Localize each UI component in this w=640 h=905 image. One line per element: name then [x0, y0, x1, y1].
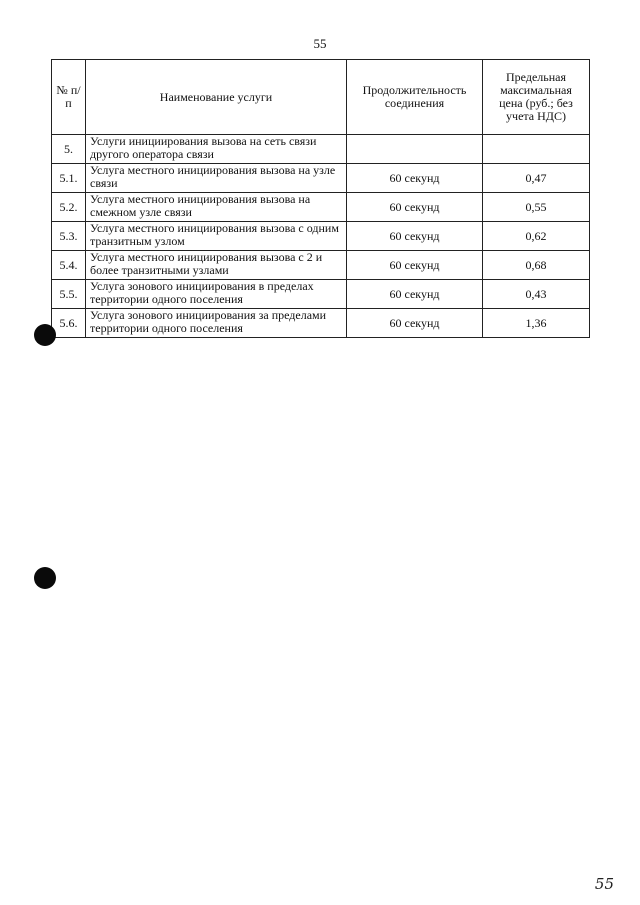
table-row	[52, 135, 590, 164]
price-cell: 0,43	[483, 280, 590, 309]
service-name: Услуга зонового инициирования за пределами территории одного поселения	[86, 309, 347, 338]
row-number: 5.5.	[52, 280, 86, 309]
price-cell: 0,55	[483, 193, 590, 222]
handwritten-page-mark: 55	[594, 875, 614, 893]
duration-cell: 60 секунд	[347, 164, 483, 193]
page-number: 55	[313, 36, 327, 51]
table-header-row	[52, 60, 590, 135]
tariff-table	[51, 59, 590, 338]
header-duration: Продолжительность соединения	[347, 60, 483, 135]
service-name: Услуги инициирования вызова на сеть связи другого оператора связи	[86, 135, 347, 164]
header-max-price: Предельная максимальная цена (руб.; без учета НДС)	[483, 60, 590, 135]
header-service-name: Наименование услуги	[86, 60, 347, 135]
service-name: Услуга зонового инициирования в пределах территории одного поселения	[86, 280, 347, 309]
row-number: 5.3.	[52, 222, 86, 251]
price-cell	[483, 135, 590, 164]
table-row	[52, 251, 590, 280]
table-row	[52, 222, 590, 251]
row-number: 5.1.	[52, 164, 86, 193]
service-name: Услуга местного инициирования вызова на узле связи	[86, 164, 347, 193]
header-number: № п/п	[52, 60, 86, 135]
price-cell: 0,47	[483, 164, 590, 193]
duration-cell	[347, 135, 483, 164]
table-row	[52, 309, 590, 338]
row-number: 5.	[52, 135, 86, 164]
punch-hole-mark	[34, 567, 56, 589]
price-cell: 0,62	[483, 222, 590, 251]
row-number: 5.6.	[52, 309, 86, 338]
duration-cell: 60 секунд	[347, 193, 483, 222]
punch-hole-mark	[34, 324, 56, 346]
table-row	[52, 280, 590, 309]
price-cell: 0,68	[483, 251, 590, 280]
service-name: Услуга местного инициирования вызова на смежном узле связи	[86, 193, 347, 222]
table-row	[52, 164, 590, 193]
duration-cell: 60 секунд	[347, 222, 483, 251]
duration-cell: 60 секунд	[347, 280, 483, 309]
duration-cell: 60 секунд	[347, 309, 483, 338]
duration-cell: 60 секунд	[347, 251, 483, 280]
row-number: 5.2.	[52, 193, 86, 222]
price-cell: 1,36	[483, 309, 590, 338]
table-row	[52, 193, 590, 222]
row-number: 5.4.	[52, 251, 86, 280]
service-name: Услуга местного инициирования вызова с одним транзитным узлом	[86, 222, 347, 251]
service-name: Услуга местного инициирования вызова с 2 и более транзитными узлами	[86, 251, 347, 280]
